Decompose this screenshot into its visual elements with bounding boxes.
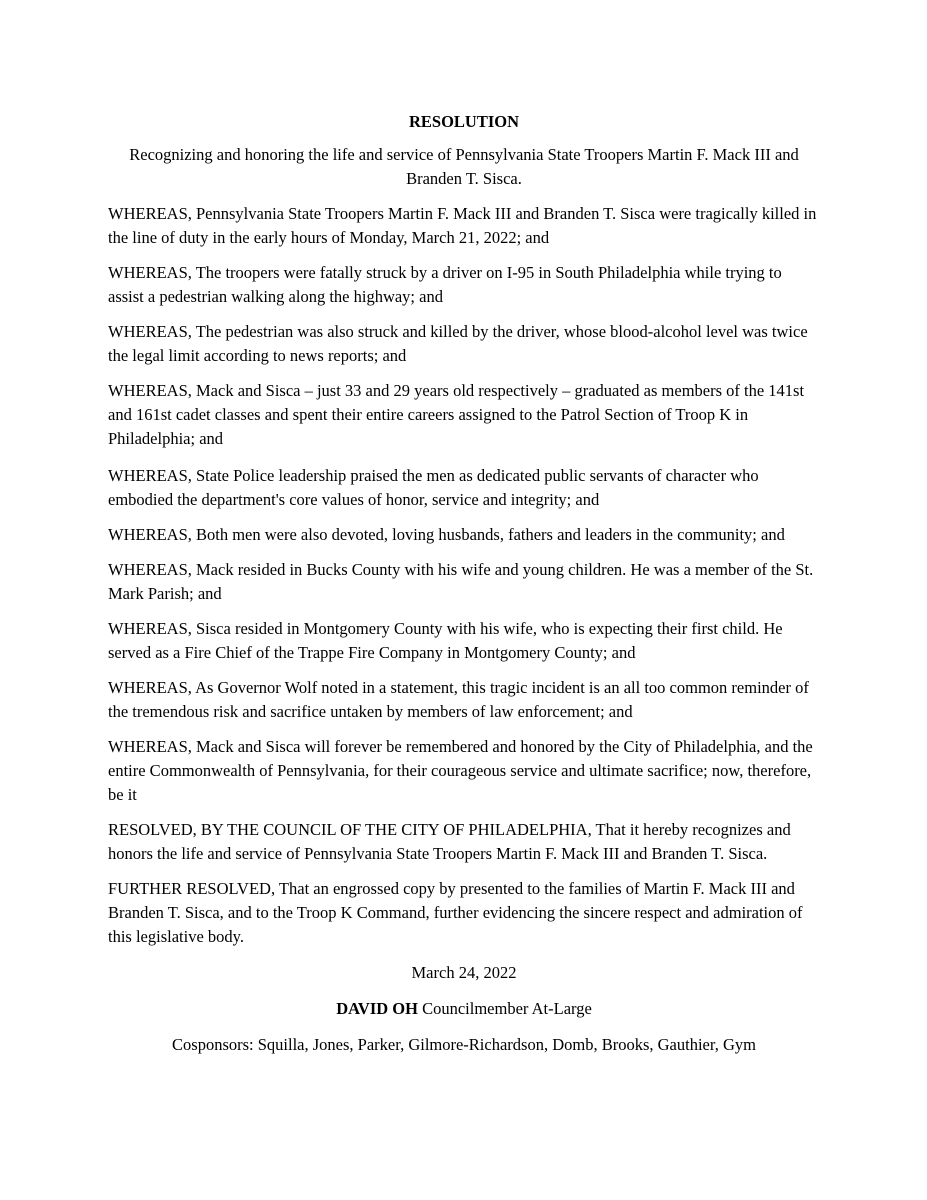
document-subtitle: Recognizing and honoring the life and service of Pennsylvania State Troopers Martin F. Mack III and Branden T. Sisca. [129,145,799,188]
signer-line [108,997,820,1021]
whereas-paragraph-6: WHEREAS, Both men were also devoted, loving husbands, fathers and leaders in the community; and [108,525,785,544]
signer-name: DAVID OH [336,999,418,1018]
document-title: RESOLUTION [408,112,520,131]
cosponsors-list: Cosponsors: Squilla, Jones, Parker, Gilmore-Richardson, Domb, Brooks, Gauthier, Gym [172,1035,756,1054]
whereas-paragraph-5: WHEREAS, State Police leadership praised the men as dedicated public servants of character who embodied the department's core values of honor, service and integrity; and [108,466,759,509]
resolved-paragraph: RESOLVED, BY THE COUNCIL OF THE CITY OF PHILADELPHIA, That it hereby recognizes and honors the life and service of Pennsylvania State Troopers Martin F. Mack III and Branden T. Sisca. [108,820,791,863]
whereas-paragraph-1: WHEREAS, Pennsylvania State Troopers Martin F. Mack III and Branden T. Sisca were tragically killed in the line of duty in the early hours of Monday, March 21, 2022; and [108,204,817,247]
whereas-paragraph-2: WHEREAS, The troopers were fatally struck by a driver on I-95 in South Philadelphia while trying to assist a pedestrian walking along the highway; and [108,263,782,306]
whereas-paragraph-4: WHEREAS, Mack and Sisca – just 33 and 29 years old respectively – graduated as members of the 141st and 161st cadet classes and spent their entire careers assigned to the Patrol Section of Troop K in Philadelphia; and [108,381,805,448]
resolution-document [108,110,820,1057]
whereas-paragraph-9: WHEREAS, As Governor Wolf noted in a statement, this tragic incident is an all too common reminder of the tremendous risk and sacrifice untaken by members of law enforcement; and [108,678,809,721]
whereas-paragraph-3: WHEREAS, The pedestrian was also struck and killed by the driver, whose blood-alcohol level was twice the legal limit according to news reports; and [108,322,808,365]
signer-title: Councilmember At-Large [422,999,592,1018]
resolution-date: March 24, 2022 [411,963,517,982]
whereas-paragraph-8: WHEREAS, Sisca resided in Montgomery County with his wife, who is expecting their first child. He served as a Fire Chief of the Trappe Fire Company in Montgomery County; and [108,619,783,662]
whereas-paragraph-10: WHEREAS, Mack and Sisca will forever be remembered and honored by the City of Philadelphia, and the entire Commonwealth of Pennsylvania, for their courageous service and ultimate sacrifice; now, therefore, be it [108,737,813,804]
whereas-paragraph-7: WHEREAS, Mack resided in Bucks County with his wife and young children. He was a member of the St. Mark Parish; and [108,560,814,603]
further-resolved-paragraph: FURTHER RESOLVED, That an engrossed copy by presented to the families of Martin F. Mack III and Branden T. Sisca, and to the Troop K Command, further evidencing the sincere respect and admiration of this legislative body. [108,879,803,946]
